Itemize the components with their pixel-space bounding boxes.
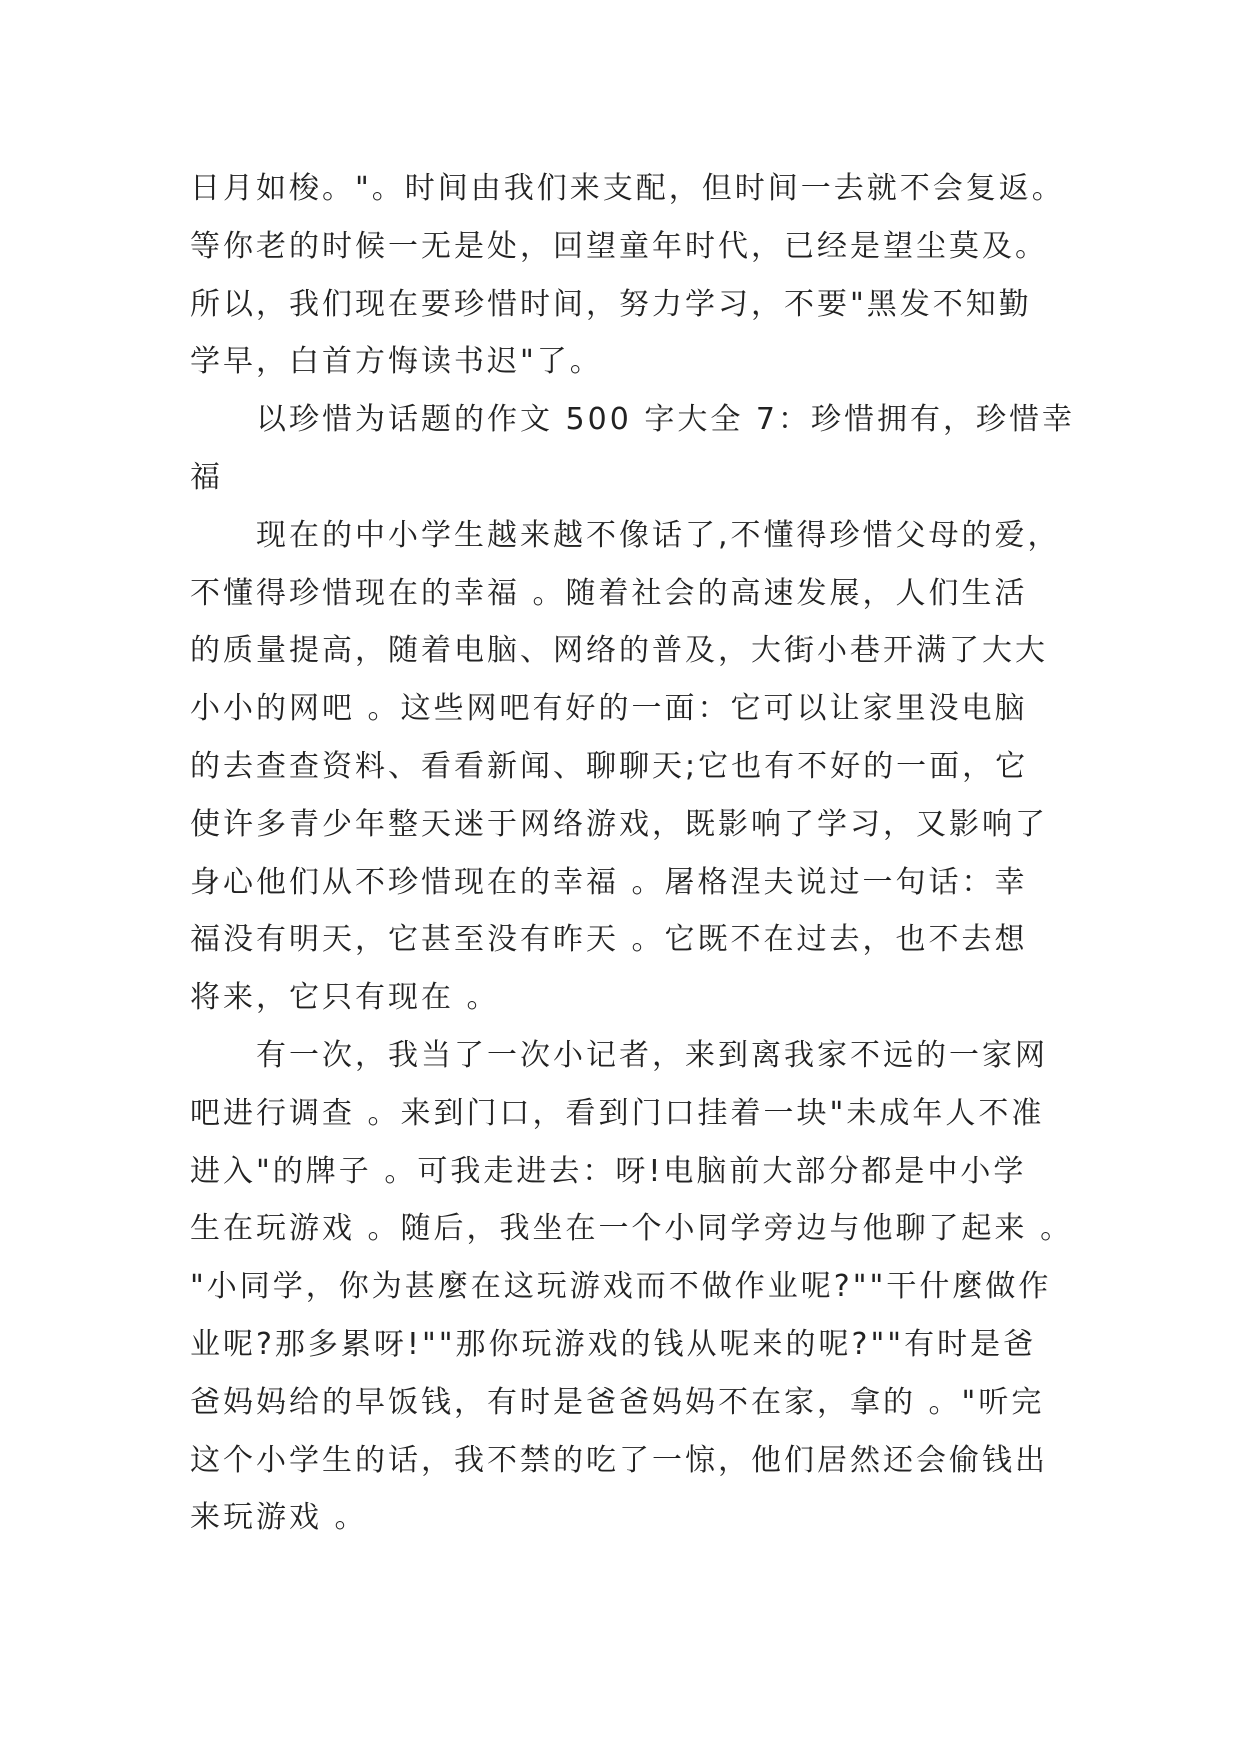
text-line: 所以，我们现在要珍惜时间，努力学习，不要"黑发不知勤 — [190, 286, 1032, 322]
text-line: 进入"的牌子 。可我走进去：呀!电脑前大部分都是中小学 — [190, 1153, 1027, 1189]
text-line: 不懂得珍惜现在的幸福 。随着社会的高速发展，人们生活 — [190, 575, 1028, 611]
text-line: 爸妈妈给的早饭钱，有时是爸爸妈妈不在家，拿的 。"听完 — [190, 1384, 1045, 1420]
document-body — [190, 160, 1075, 1547]
text-line: 身心他们从不珍惜现在的幸福 。屠格涅夫说过一句话：幸 — [190, 864, 1028, 900]
text-line: 吧进行调查 。来到门口，看到门口挂着一块"未成年人不准 — [190, 1095, 1045, 1131]
text-line: 现在的中小学生越来越不像话了,不懂得珍惜父母的爱， — [190, 517, 1061, 553]
text-line: 使许多青少年整天迷于网络游戏，既影响了学习，又影响了 — [190, 806, 1048, 842]
text-line: "小同学，你为甚麼在这玩游戏而不做作业呢?""干什麼做作 — [190, 1269, 1052, 1305]
text-line: 将来，它只有现在 。 — [190, 980, 500, 1016]
text-line: 小小的网吧 。这些网吧有好的一面：它可以让家里没电脑 — [190, 691, 1028, 727]
text-line: 来玩游戏 。 — [190, 1500, 368, 1536]
section-heading-line: 福 — [190, 459, 223, 495]
text-line: 的去查查资料、看看新闻、聊聊天;它也有不好的一面，它 — [190, 748, 1029, 784]
text-line: 日月如梭。"。时间由我们来支配，但时间一去就不会复返。 — [190, 171, 1065, 206]
text-line: 的质量提高，随着电脑、网络的普及，大街小巷开满了大大 — [190, 633, 1048, 669]
text-line: 这个小学生的话，我不禁的吃了一惊，他们居然还会偷钱出 — [190, 1442, 1048, 1478]
text-line: 有一次，我当了一次小记者，来到离我家不远的一家网 — [190, 1037, 1048, 1073]
text-line: 业呢?那多累呀!""那你玩游戏的钱从呢来的呢?""有时是爸 — [190, 1326, 1037, 1362]
text-line: 福没有明天，它甚至没有昨天 。它既不在过去，也不去想 — [190, 922, 1028, 958]
text-line: 学早，白首方悔读书迟"了。 — [190, 344, 603, 380]
text-line: 等你老的时候一无是处，回望童年时代，已经是望尘莫及。 — [190, 228, 1048, 264]
section-heading-line: 以珍惜为话题的作文 500 字大全 7：珍惜拥有，珍惜幸 — [190, 402, 1075, 438]
text-line: 生在玩游戏 。随后，我坐在一个小同学旁边与他聊了起来 。 — [190, 1211, 1074, 1247]
